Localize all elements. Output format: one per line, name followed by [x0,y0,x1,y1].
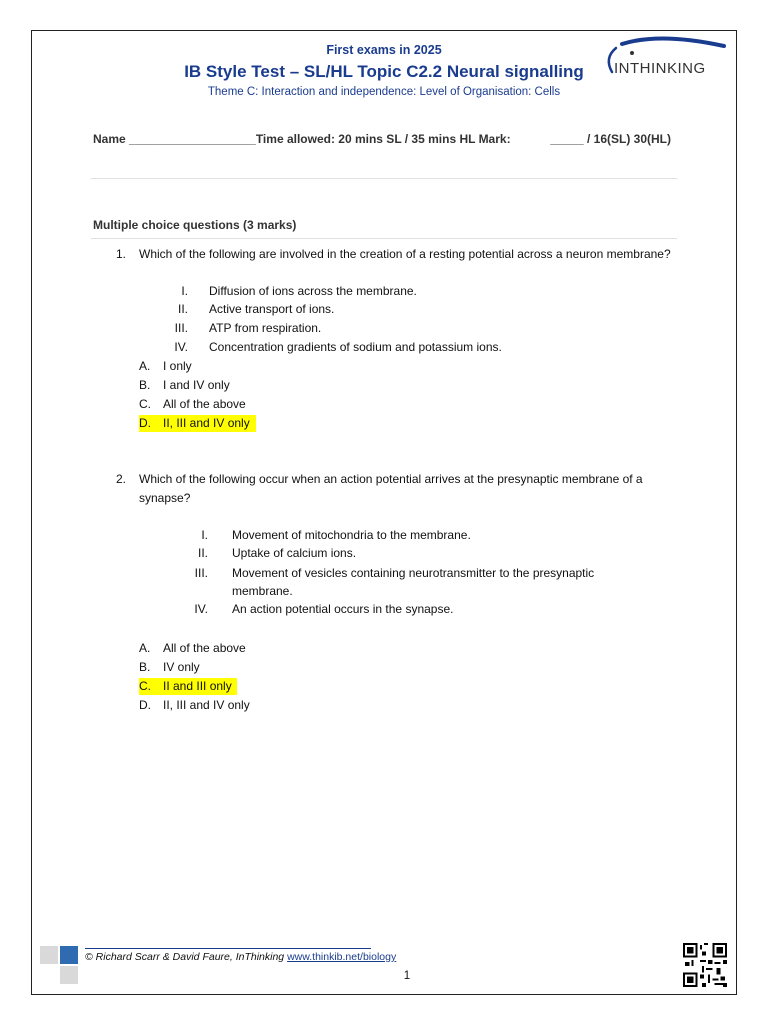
divider [91,238,677,239]
question-number: 1. [116,247,127,261]
statement-row [160,321,321,335]
option-text: II and III only [163,679,232,693]
answer-option-a[interactable] [139,358,192,375]
footer-rule [85,948,371,949]
answer-option-d-highlighted[interactable] [139,415,256,432]
statement-row [180,602,453,616]
option-letter: A. [139,359,151,373]
logo-text: INTHINKING [614,60,706,77]
statement-numeral: III. [174,321,188,335]
divider [91,178,677,179]
statement-text: An action potential occurs in the synapse. [232,602,454,616]
statement-text: Active transport of ions. [209,302,335,316]
option-letter: B. [139,660,151,674]
statement-text: Movement of vesicles containing neurotransmitter to the presynaptic [232,566,595,580]
exam-year-subtitle: First exams in 2025 [326,43,442,57]
page-number: 1 [403,970,411,982]
option-letter: B. [139,378,151,392]
answer-option-b[interactable] [139,659,200,676]
statement-numeral: II. [197,546,208,560]
qr-code-icon [683,943,727,987]
student-info-line [93,132,673,146]
statement-row [180,546,356,560]
option-letter: C. [139,397,151,411]
theme-line: Theme C: Interaction and independence: Level of Organisation: Cells [207,86,561,98]
statement-text: Diffusion of ions across the membrane. [209,284,417,298]
question-number: 2. [116,472,127,486]
statement-numeral: IV. [194,602,208,616]
option-letter: D. [139,698,151,712]
statement-numeral: I. [201,528,208,542]
answer-option-c-highlighted[interactable] [139,678,237,695]
option-text: II, III and IV only [163,416,250,430]
section-heading: Multiple choice questions (3 marks) [93,218,297,232]
option-text: All of the above [163,641,246,655]
statement-text: ATP from respiration. [209,321,322,335]
statement-row [160,284,417,298]
option-text: All of the above [163,397,246,411]
option-letter: D. [139,416,151,430]
statement-numeral: III. [194,566,208,580]
statement-row [160,302,334,316]
question-1 [116,245,676,264]
option-letter: A. [139,641,151,655]
answer-option-a[interactable] [139,640,246,657]
statement-row [180,566,594,580]
page-title: IB Style Test – SL/HL Topic C2.2 Neural signalling [184,62,584,81]
answer-option-c[interactable] [139,396,246,413]
statement-text: Movement of mitochondria to the membrane. [232,528,471,542]
option-text: I only [163,359,192,373]
statement-numeral: I. [181,284,188,298]
question-stem: Which of the following occur when an action potential arrives at the presynaptic membrane of a synapse? [139,472,643,505]
question-stem: Which of the following are involved in the creation of a resting potential across a neuron membrane? [139,247,671,261]
statement-row [180,584,293,598]
statement-text: Uptake of calcium ions. [232,546,357,560]
mark-label: _____ / 16(SL) 30(HL) [550,132,671,146]
inthinking-logo [600,36,726,80]
question-2 [116,470,676,507]
statement-text: Concentration gradients of sodium and potassium ions. [209,340,502,354]
page-border [31,30,737,995]
statement-row [180,528,471,542]
option-text: II, III and IV only [163,698,250,712]
footer-copyright [85,951,396,963]
statement-numeral: II. [177,302,188,316]
copyright-text: © Richard Scarr & David Faure, InThinking [85,951,285,963]
name-time-label: Name ___________________Time allowed: 20 mins SL / 35 mins HL Mark: [93,132,511,146]
statement-numeral: IV. [174,340,188,354]
option-text: I and IV only [163,378,230,392]
answer-option-d[interactable] [139,697,250,714]
option-text: IV only [163,660,200,674]
thinkib-link[interactable]: www.thinkib.net/biology [287,951,397,963]
statement-row [160,340,502,354]
statement-text: membrane. [232,584,293,598]
option-letter: C. [139,679,151,693]
answer-option-b[interactable] [139,377,230,394]
